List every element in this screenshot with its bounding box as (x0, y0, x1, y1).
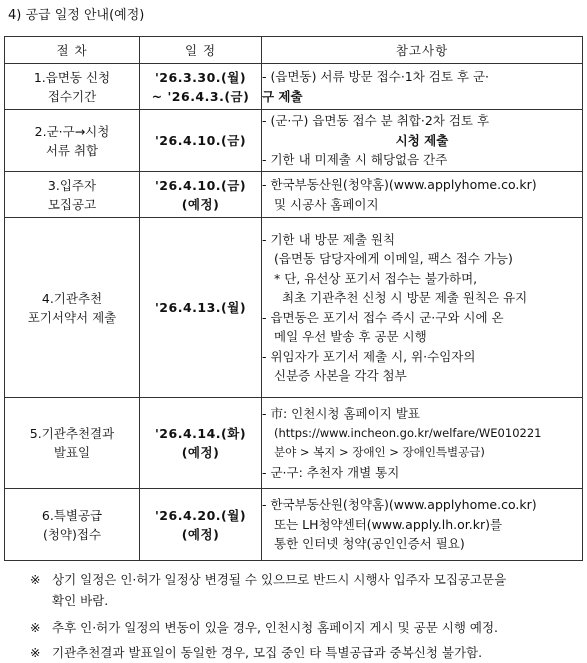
date-text: '26.3.30.(월) (154, 69, 247, 85)
notes-cell (262, 64, 583, 110)
schedule-table (4, 36, 583, 561)
note-line: 또는 LH청약센터(www.apply.lh.or.kr)를 (274, 516, 503, 532)
table-row (5, 489, 583, 561)
footnote-text: 확인 바람. (52, 593, 109, 608)
step-cell (5, 398, 140, 489)
reference-mark-icon: ※ (30, 620, 41, 635)
date-text: '26.4.10.(금) (154, 177, 247, 193)
reference-mark-icon: ※ (30, 645, 41, 660)
note-line: 메일 우선 발송 후 공문 시행 (274, 329, 427, 344)
date-text: (예정) (181, 526, 220, 542)
table-header-row (5, 37, 583, 64)
footnote-text: 추후 인·허가 일정의 변동이 있을 경우, 인천시청 홈페이지 게시 및 공문 시행 예정. (52, 620, 499, 635)
note-line: (읍면동 담당자에게 이메일, 팩스 접수 가능) (274, 251, 513, 266)
step-text: 서류 취합 (45, 142, 99, 158)
date-cell (140, 64, 262, 110)
step-cell (5, 489, 140, 561)
note-line: 분야 > 복지 > 장애인 > 장애인특별공급) (274, 445, 485, 459)
note-line: - 기한 내 방문 제출 원칙 (262, 231, 396, 247)
note-line: (https://www.incheon.go.kr/welfare/WE010221 (274, 425, 542, 440)
step-text: 1.읍면동 신청 (33, 69, 111, 85)
footnote-text: 상기 일정은 인·허가 일정상 변경될 수 있으므로 반드시 시행사 입주자 모집공고문을 (52, 572, 507, 587)
note-line: - 군·구: 추천자 개별 통지 (262, 464, 400, 480)
step-cell (5, 110, 140, 172)
note-line: - 읍면동은 포기서 접수 즉시 군·구와 시에 온 (262, 309, 504, 325)
table-row (5, 398, 583, 489)
table-row (5, 218, 583, 398)
reference-mark-icon: ※ (30, 572, 41, 587)
step-text: 포기서약서 제출 (27, 309, 117, 325)
table-row (5, 110, 583, 172)
date-text: (예정) (181, 445, 220, 460)
footnote (30, 569, 580, 611)
step-text: 모집공고 (47, 196, 97, 212)
note-line: 신분증 사본을 각각 첨부 (274, 368, 407, 383)
notes-cell (262, 218, 583, 398)
step-cell (5, 64, 140, 110)
note-line: - 위임자가 포기서 제출 시, 위·수임자의 (262, 348, 476, 364)
note-line: - 市: 인천시청 홈페이지 발표 (262, 406, 420, 421)
step-text: 발표일 (53, 445, 91, 460)
note-line: - (읍면동) 서류 방문 접수·1차 검토 후 군· (262, 69, 490, 84)
date-cell (140, 172, 262, 218)
step-text: 6.특별공급 (41, 507, 103, 523)
header-step: 절 차 (5, 37, 140, 64)
footnotes (30, 569, 580, 663)
footnote (30, 642, 580, 663)
header-date: 일 정 (140, 37, 262, 64)
step-cell (5, 172, 140, 218)
note-line: - (군·구) 읍면동 접수 분 취합·2차 검토 후 (262, 113, 490, 129)
step-text: 3.입주자 (47, 177, 97, 193)
notes-cell (262, 398, 583, 489)
note-line: 구 제출 (262, 88, 303, 104)
footnote-text: 기관추천결과 발표일이 동일한 경우, 모집 중인 타 특별공급과 중복신청 불가함. (52, 645, 483, 660)
table-row (5, 172, 583, 218)
note-line: 최초 기관추천 신청 시 방문 제출 원칙은 유지 (282, 290, 528, 305)
step-text: 2.군·구→시청 (34, 123, 110, 139)
date-cell (140, 398, 262, 489)
note-line: 통한 인터넷 청약(공인인증서 필요) (274, 536, 465, 552)
section-title: 4) 공급 일정 안내(예정) (8, 8, 145, 23)
step-text: 5.기관추천결과 (29, 426, 115, 441)
date-text: '26.4.14.(화) (154, 426, 247, 441)
notes-cell (262, 110, 583, 172)
date-text: '26.4.13.(월) (154, 300, 247, 315)
table-row (5, 64, 583, 110)
step-cell (5, 218, 140, 398)
note-line: - 기한 내 미제출 시 해당없음 간주 (262, 152, 448, 168)
header-notes: 참고사항 (262, 37, 583, 64)
notes-cell (262, 172, 583, 218)
note-line: - 한국부동산원(청약홈)(www.applyhome.co.kr) (262, 177, 537, 192)
date-cell (140, 218, 262, 398)
note-line: * 단, 유선상 포기서 접수는 불가하며, (274, 270, 478, 286)
note-line: 시청 제출 (395, 132, 449, 148)
step-text: (청약)접수 (42, 526, 102, 542)
notes-cell (262, 489, 583, 561)
step-text: 접수기간 (47, 88, 97, 104)
date-cell (140, 489, 262, 561)
date-text: '26.4.20.(월) (154, 507, 247, 523)
date-text: (예정) (181, 196, 220, 212)
date-text: ~ '26.4.3.(금) (151, 88, 250, 104)
date-cell (140, 110, 262, 172)
note-line: 및 시공사 홈페이지 (274, 196, 379, 212)
note-line: - 한국부동산원(청약홈)(www.applyhome.co.kr) (262, 497, 537, 513)
step-text: 4.기관추천 (41, 290, 103, 306)
date-text: '26.4.10.(금) (154, 133, 247, 148)
footnote (30, 617, 580, 638)
